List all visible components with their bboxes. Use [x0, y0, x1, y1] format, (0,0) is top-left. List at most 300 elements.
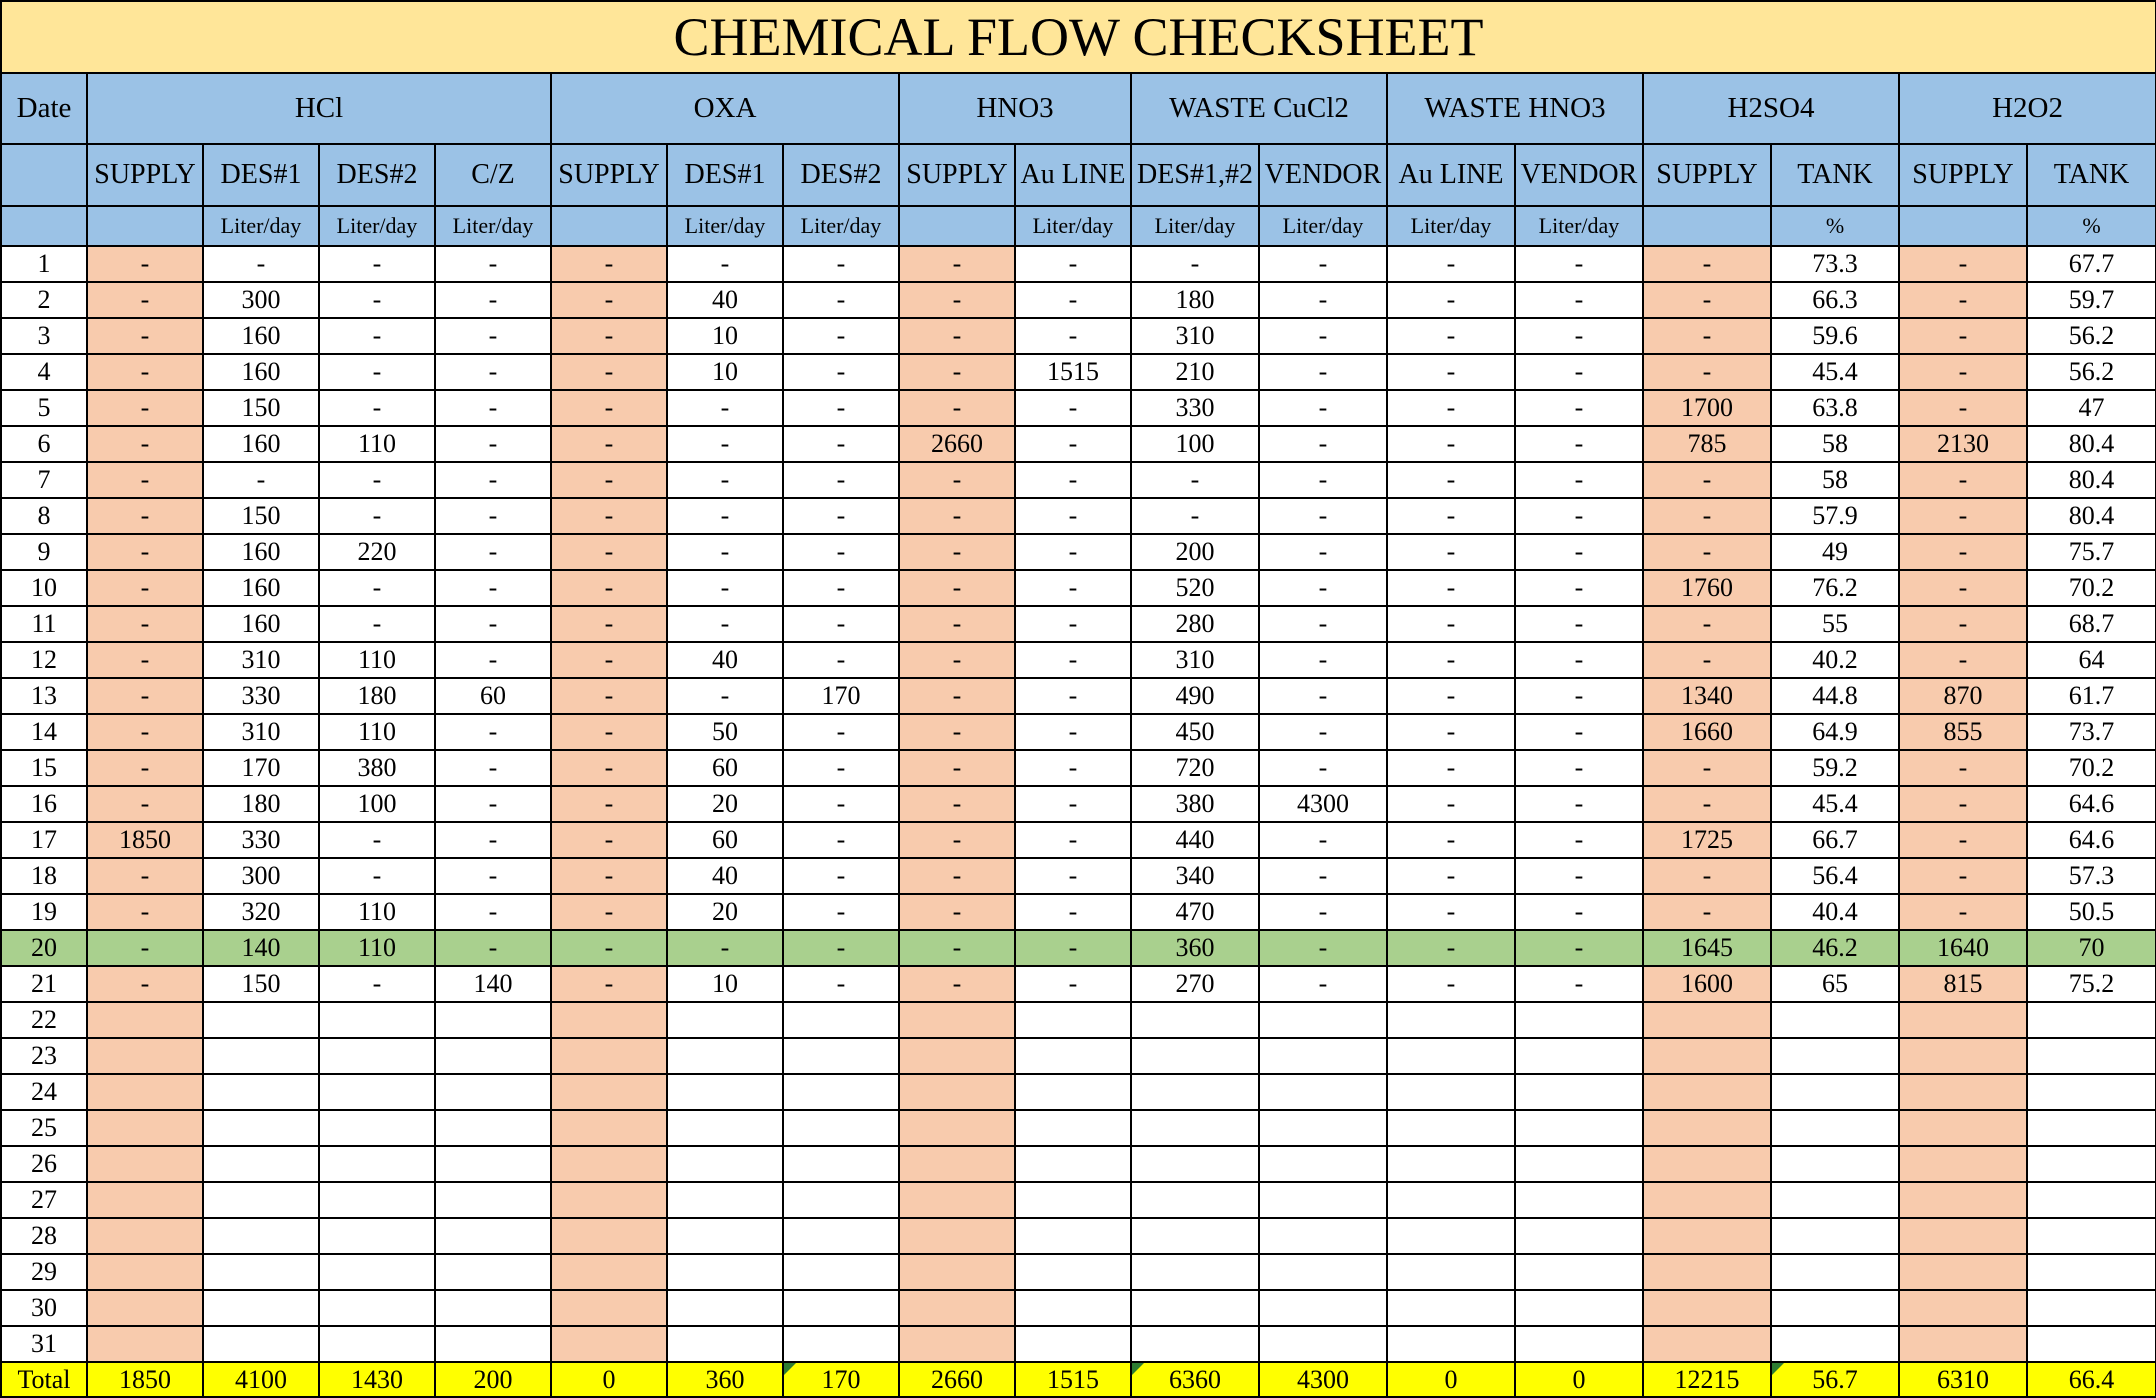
data-cell[interactable] [783, 1002, 899, 1038]
data-cell[interactable]: - [667, 930, 783, 966]
date-cell[interactable]: 22 [1, 1002, 87, 1038]
data-cell[interactable]: - [1515, 246, 1643, 282]
data-cell[interactable] [87, 1146, 203, 1182]
date-cell[interactable]: 6 [1, 426, 87, 462]
data-cell[interactable] [203, 1290, 319, 1326]
data-cell[interactable] [1259, 1002, 1387, 1038]
data-cell[interactable]: - [551, 318, 667, 354]
data-cell[interactable]: 56.4 [1771, 858, 1899, 894]
data-cell[interactable]: 49 [1771, 534, 1899, 570]
data-cell[interactable]: - [783, 354, 899, 390]
data-cell[interactable]: - [87, 858, 203, 894]
data-cell[interactable]: 330 [203, 822, 319, 858]
data-cell[interactable]: 45.4 [1771, 354, 1899, 390]
data-cell[interactable]: - [1387, 786, 1515, 822]
data-cell[interactable] [1643, 1218, 1771, 1254]
data-cell[interactable]: - [1259, 606, 1387, 642]
data-cell[interactable] [1131, 1218, 1259, 1254]
data-cell[interactable]: - [1131, 246, 1259, 282]
data-cell[interactable]: 1725 [1643, 822, 1771, 858]
data-cell[interactable]: - [1643, 534, 1771, 570]
data-cell[interactable] [667, 1326, 783, 1362]
data-cell[interactable] [2027, 1038, 2156, 1074]
data-cell[interactable]: 140 [435, 966, 551, 1002]
data-cell[interactable]: - [1015, 750, 1131, 786]
data-cell[interactable] [1259, 1110, 1387, 1146]
data-cell[interactable]: - [1015, 966, 1131, 1002]
data-cell[interactable]: 57.9 [1771, 498, 1899, 534]
data-cell[interactable]: - [1015, 462, 1131, 498]
data-cell[interactable]: - [551, 714, 667, 750]
data-cell[interactable] [899, 1110, 1015, 1146]
data-cell[interactable] [435, 1110, 551, 1146]
data-cell[interactable]: - [1515, 462, 1643, 498]
data-cell[interactable]: - [1387, 282, 1515, 318]
date-cell[interactable]: 12 [1, 642, 87, 678]
data-cell[interactable]: - [435, 354, 551, 390]
data-cell[interactable]: 73.7 [2027, 714, 2156, 750]
date-cell[interactable]: 24 [1, 1074, 87, 1110]
data-cell[interactable] [1515, 1182, 1643, 1218]
data-cell[interactable] [1771, 1254, 1899, 1290]
data-cell[interactable]: 70.2 [2027, 750, 2156, 786]
data-cell[interactable]: - [1643, 642, 1771, 678]
data-cell[interactable]: 60 [667, 822, 783, 858]
data-cell[interactable]: - [1259, 426, 1387, 462]
data-cell[interactable] [319, 1182, 435, 1218]
date-cell[interactable]: 7 [1, 462, 87, 498]
data-cell[interactable]: - [435, 894, 551, 930]
total-cell[interactable]: 360 [667, 1362, 783, 1397]
data-cell[interactable]: 160 [203, 534, 319, 570]
data-cell[interactable]: - [1259, 318, 1387, 354]
data-cell[interactable]: - [87, 930, 203, 966]
data-cell[interactable]: 1645 [1643, 930, 1771, 966]
data-cell[interactable]: - [551, 426, 667, 462]
data-cell[interactable]: - [435, 534, 551, 570]
data-cell[interactable]: - [1259, 462, 1387, 498]
data-cell[interactable]: - [551, 498, 667, 534]
data-cell[interactable] [2027, 1074, 2156, 1110]
data-cell[interactable] [1771, 1146, 1899, 1182]
data-cell[interactable]: 180 [1131, 282, 1259, 318]
data-cell[interactable]: - [435, 570, 551, 606]
data-cell[interactable]: - [1259, 354, 1387, 390]
data-cell[interactable]: 160 [203, 354, 319, 390]
data-cell[interactable]: - [1387, 642, 1515, 678]
data-cell[interactable] [1131, 1182, 1259, 1218]
data-cell[interactable]: - [319, 282, 435, 318]
data-cell[interactable] [1015, 1254, 1131, 1290]
data-cell[interactable]: - [899, 606, 1015, 642]
data-cell[interactable]: - [1899, 750, 2027, 786]
data-cell[interactable] [319, 1038, 435, 1074]
data-cell[interactable]: 50 [667, 714, 783, 750]
data-cell[interactable]: - [1131, 462, 1259, 498]
data-cell[interactable]: - [783, 822, 899, 858]
date-cell[interactable]: 20 [1, 930, 87, 966]
data-cell[interactable]: - [435, 822, 551, 858]
data-cell[interactable] [435, 1326, 551, 1362]
data-cell[interactable]: 10 [667, 354, 783, 390]
data-cell[interactable] [899, 1038, 1015, 1074]
data-cell[interactable]: - [1259, 714, 1387, 750]
data-cell[interactable]: - [1015, 570, 1131, 606]
data-cell[interactable] [783, 1182, 899, 1218]
data-cell[interactable]: 2660 [899, 426, 1015, 462]
data-cell[interactable] [1387, 1074, 1515, 1110]
data-cell[interactable] [1899, 1290, 2027, 1326]
data-cell[interactable]: - [87, 354, 203, 390]
data-cell[interactable] [87, 1110, 203, 1146]
data-cell[interactable]: - [1387, 930, 1515, 966]
data-cell[interactable]: 280 [1131, 606, 1259, 642]
data-cell[interactable]: - [783, 318, 899, 354]
data-cell[interactable]: 360 [1131, 930, 1259, 966]
data-cell[interactable]: - [551, 678, 667, 714]
data-cell[interactable] [551, 1110, 667, 1146]
data-cell[interactable]: - [1259, 642, 1387, 678]
data-cell[interactable]: - [1515, 786, 1643, 822]
data-cell[interactable] [899, 1146, 1015, 1182]
data-cell[interactable]: - [899, 534, 1015, 570]
total-cell[interactable]: 170 [783, 1362, 899, 1397]
data-cell[interactable]: - [1899, 390, 2027, 426]
date-cell[interactable]: 16 [1, 786, 87, 822]
date-cell[interactable]: 21 [1, 966, 87, 1002]
data-cell[interactable]: 56.2 [2027, 354, 2156, 390]
data-cell[interactable] [1515, 1074, 1643, 1110]
data-cell[interactable]: 310 [1131, 318, 1259, 354]
data-cell[interactable] [783, 1326, 899, 1362]
data-cell[interactable]: - [1259, 966, 1387, 1002]
data-cell[interactable] [1515, 1002, 1643, 1038]
data-cell[interactable]: 785 [1643, 426, 1771, 462]
data-cell[interactable] [667, 1254, 783, 1290]
data-cell[interactable]: 855 [1899, 714, 2027, 750]
data-cell[interactable]: - [783, 606, 899, 642]
data-cell[interactable] [435, 1074, 551, 1110]
data-cell[interactable] [667, 1182, 783, 1218]
data-cell[interactable]: - [1387, 750, 1515, 786]
data-cell[interactable]: - [783, 462, 899, 498]
data-cell[interactable]: 140 [203, 930, 319, 966]
data-cell[interactable] [87, 1254, 203, 1290]
data-cell[interactable]: - [1015, 930, 1131, 966]
data-cell[interactable]: 450 [1131, 714, 1259, 750]
data-cell[interactable] [203, 1002, 319, 1038]
data-cell[interactable] [899, 1254, 1015, 1290]
data-cell[interactable]: 490 [1131, 678, 1259, 714]
data-cell[interactable]: - [1899, 354, 2027, 390]
data-cell[interactable]: - [551, 642, 667, 678]
data-cell[interactable]: - [1515, 534, 1643, 570]
data-cell[interactable]: 1640 [1899, 930, 2027, 966]
data-cell[interactable]: - [87, 462, 203, 498]
data-cell[interactable]: 1700 [1643, 390, 1771, 426]
data-cell[interactable]: - [1515, 930, 1643, 966]
data-cell[interactable]: 66.3 [1771, 282, 1899, 318]
data-cell[interactable]: - [87, 570, 203, 606]
data-cell[interactable]: 180 [203, 786, 319, 822]
data-cell[interactable] [667, 1110, 783, 1146]
data-cell[interactable]: - [1015, 822, 1131, 858]
data-cell[interactable] [1259, 1326, 1387, 1362]
data-cell[interactable]: 160 [203, 570, 319, 606]
data-cell[interactable]: 300 [203, 858, 319, 894]
data-cell[interactable]: - [1131, 498, 1259, 534]
data-cell[interactable]: - [1643, 858, 1771, 894]
data-cell[interactable]: - [783, 930, 899, 966]
date-cell[interactable]: 15 [1, 750, 87, 786]
data-cell[interactable]: - [899, 462, 1015, 498]
data-cell[interactable] [667, 1290, 783, 1326]
data-cell[interactable]: - [87, 246, 203, 282]
data-cell[interactable] [435, 1218, 551, 1254]
data-cell[interactable]: - [551, 822, 667, 858]
data-cell[interactable]: - [667, 426, 783, 462]
data-cell[interactable]: 68.7 [2027, 606, 2156, 642]
data-cell[interactable]: 170 [203, 750, 319, 786]
data-cell[interactable]: - [1515, 390, 1643, 426]
data-cell[interactable]: - [783, 426, 899, 462]
data-cell[interactable]: 44.8 [1771, 678, 1899, 714]
data-cell[interactable]: 200 [1131, 534, 1259, 570]
data-cell[interactable]: - [1387, 894, 1515, 930]
data-cell[interactable]: - [1387, 390, 1515, 426]
data-cell[interactable]: - [1259, 534, 1387, 570]
data-cell[interactable]: - [667, 498, 783, 534]
data-cell[interactable] [551, 1002, 667, 1038]
data-cell[interactable]: 180 [319, 678, 435, 714]
data-cell[interactable] [203, 1218, 319, 1254]
data-cell[interactable]: 66.7 [1771, 822, 1899, 858]
data-cell[interactable]: - [1387, 354, 1515, 390]
data-cell[interactable]: 73.3 [1771, 246, 1899, 282]
data-cell[interactable]: - [203, 246, 319, 282]
data-cell[interactable] [1131, 1290, 1259, 1326]
data-cell[interactable]: - [87, 318, 203, 354]
data-cell[interactable]: - [551, 966, 667, 1002]
date-cell[interactable]: 17 [1, 822, 87, 858]
data-cell[interactable]: - [319, 462, 435, 498]
data-cell[interactable]: - [319, 390, 435, 426]
data-cell[interactable]: 80.4 [2027, 462, 2156, 498]
data-cell[interactable]: 320 [203, 894, 319, 930]
data-cell[interactable]: - [319, 246, 435, 282]
date-cell[interactable]: 8 [1, 498, 87, 534]
data-cell[interactable]: - [435, 426, 551, 462]
data-cell[interactable]: 110 [319, 714, 435, 750]
total-cell[interactable]: 1850 [87, 1362, 203, 1397]
data-cell[interactable]: 110 [319, 642, 435, 678]
data-cell[interactable]: - [435, 858, 551, 894]
data-cell[interactable]: - [551, 390, 667, 426]
data-cell[interactable]: 70.2 [2027, 570, 2156, 606]
data-cell[interactable]: - [1899, 246, 2027, 282]
data-cell[interactable]: - [899, 786, 1015, 822]
data-cell[interactable]: 150 [203, 966, 319, 1002]
data-cell[interactable]: 300 [203, 282, 319, 318]
total-cell[interactable]: 0 [1387, 1362, 1515, 1397]
data-cell[interactable]: - [1515, 858, 1643, 894]
data-cell[interactable]: - [899, 318, 1015, 354]
data-cell[interactable]: - [1515, 750, 1643, 786]
data-cell[interactable] [1643, 1074, 1771, 1110]
total-cell[interactable]: 1430 [319, 1362, 435, 1397]
data-cell[interactable] [1387, 1290, 1515, 1326]
data-cell[interactable]: - [1387, 678, 1515, 714]
data-cell[interactable]: - [435, 606, 551, 642]
data-cell[interactable] [783, 1038, 899, 1074]
data-cell[interactable]: 50.5 [2027, 894, 2156, 930]
data-cell[interactable] [203, 1038, 319, 1074]
data-cell[interactable]: - [1259, 390, 1387, 426]
data-cell[interactable]: 61.7 [2027, 678, 2156, 714]
total-cell[interactable]: 12215 [1643, 1362, 1771, 1397]
date-cell[interactable]: 9 [1, 534, 87, 570]
data-cell[interactable]: - [551, 930, 667, 966]
data-cell[interactable]: 64.6 [2027, 786, 2156, 822]
data-cell[interactable]: - [1387, 822, 1515, 858]
data-cell[interactable]: - [435, 282, 551, 318]
data-cell[interactable]: - [783, 534, 899, 570]
data-cell[interactable] [2027, 1326, 2156, 1362]
data-cell[interactable]: - [1387, 318, 1515, 354]
date-cell[interactable]: 29 [1, 1254, 87, 1290]
data-cell[interactable]: - [899, 966, 1015, 1002]
data-cell[interactable]: - [1015, 894, 1131, 930]
data-cell[interactable]: - [1515, 822, 1643, 858]
data-cell[interactable] [203, 1110, 319, 1146]
data-cell[interactable]: - [1015, 606, 1131, 642]
data-cell[interactable]: - [551, 858, 667, 894]
data-cell[interactable] [203, 1146, 319, 1182]
data-cell[interactable]: - [1899, 858, 2027, 894]
data-cell[interactable] [2027, 1290, 2156, 1326]
data-cell[interactable]: - [87, 390, 203, 426]
data-cell[interactable]: - [1259, 498, 1387, 534]
data-cell[interactable]: 110 [319, 930, 435, 966]
data-cell[interactable]: 110 [319, 426, 435, 462]
data-cell[interactable]: - [87, 426, 203, 462]
data-cell[interactable] [1771, 1182, 1899, 1218]
data-cell[interactable]: - [1899, 282, 2027, 318]
data-cell[interactable]: 310 [1131, 642, 1259, 678]
data-cell[interactable]: 2130 [1899, 426, 2027, 462]
data-cell[interactable]: - [899, 570, 1015, 606]
data-cell[interactable]: - [1643, 462, 1771, 498]
data-cell[interactable]: 380 [319, 750, 435, 786]
data-cell[interactable] [783, 1146, 899, 1182]
data-cell[interactable]: - [1515, 318, 1643, 354]
data-cell[interactable]: 160 [203, 426, 319, 462]
data-cell[interactable] [319, 1290, 435, 1326]
data-cell[interactable]: - [435, 246, 551, 282]
data-cell[interactable] [551, 1146, 667, 1182]
data-cell[interactable] [1771, 1110, 1899, 1146]
data-cell[interactable]: - [1899, 642, 2027, 678]
data-cell[interactable]: 220 [319, 534, 435, 570]
data-cell[interactable]: 1515 [1015, 354, 1131, 390]
data-cell[interactable] [1387, 1182, 1515, 1218]
data-cell[interactable] [1771, 1002, 1899, 1038]
data-cell[interactable] [203, 1074, 319, 1110]
data-cell[interactable]: - [1259, 930, 1387, 966]
data-cell[interactable]: - [899, 354, 1015, 390]
date-cell[interactable]: 26 [1, 1146, 87, 1182]
data-cell[interactable]: - [783, 642, 899, 678]
data-cell[interactable] [87, 1074, 203, 1110]
data-cell[interactable]: - [1259, 246, 1387, 282]
data-cell[interactable]: - [1015, 282, 1131, 318]
date-cell[interactable]: 28 [1, 1218, 87, 1254]
data-cell[interactable]: 75.2 [2027, 966, 2156, 1002]
data-cell[interactable] [551, 1074, 667, 1110]
total-cell[interactable]: 4100 [203, 1362, 319, 1397]
data-cell[interactable]: - [1015, 318, 1131, 354]
data-cell[interactable]: 160 [203, 606, 319, 642]
data-cell[interactable]: - [1259, 858, 1387, 894]
data-cell[interactable]: - [667, 246, 783, 282]
date-cell[interactable]: 31 [1, 1326, 87, 1362]
data-cell[interactable]: - [1643, 282, 1771, 318]
data-cell[interactable] [1515, 1326, 1643, 1362]
data-cell[interactable]: - [1259, 570, 1387, 606]
data-cell[interactable]: - [319, 318, 435, 354]
data-cell[interactable]: - [783, 966, 899, 1002]
data-cell[interactable]: 1760 [1643, 570, 1771, 606]
data-cell[interactable]: - [783, 246, 899, 282]
data-cell[interactable]: 59.6 [1771, 318, 1899, 354]
data-cell[interactable]: - [1515, 498, 1643, 534]
data-cell[interactable]: - [1515, 894, 1643, 930]
date-cell[interactable]: 10 [1, 570, 87, 606]
data-cell[interactable]: - [1015, 246, 1131, 282]
data-cell[interactable] [551, 1218, 667, 1254]
date-cell[interactable]: 1 [1, 246, 87, 282]
data-cell[interactable]: 64.6 [2027, 822, 2156, 858]
data-cell[interactable] [1387, 1002, 1515, 1038]
data-cell[interactable]: - [551, 246, 667, 282]
data-cell[interactable]: - [1387, 426, 1515, 462]
data-cell[interactable] [1515, 1218, 1643, 1254]
data-cell[interactable] [551, 1254, 667, 1290]
data-cell[interactable]: - [1387, 498, 1515, 534]
data-cell[interactable] [1643, 1146, 1771, 1182]
data-cell[interactable]: - [319, 354, 435, 390]
data-cell[interactable]: - [1643, 786, 1771, 822]
data-cell[interactable]: - [1015, 678, 1131, 714]
data-cell[interactable]: - [667, 606, 783, 642]
data-cell[interactable]: 520 [1131, 570, 1259, 606]
data-cell[interactable]: - [899, 930, 1015, 966]
data-cell[interactable] [1515, 1254, 1643, 1290]
data-cell[interactable] [1643, 1182, 1771, 1218]
data-cell[interactable]: 720 [1131, 750, 1259, 786]
data-cell[interactable]: 40.2 [1771, 642, 1899, 678]
date-cell[interactable]: 25 [1, 1110, 87, 1146]
data-cell[interactable]: 64 [2027, 642, 2156, 678]
data-cell[interactable] [551, 1326, 667, 1362]
data-cell[interactable]: - [435, 786, 551, 822]
data-cell[interactable]: - [783, 750, 899, 786]
data-cell[interactable] [2027, 1002, 2156, 1038]
data-cell[interactable] [87, 1038, 203, 1074]
data-cell[interactable]: - [1899, 786, 2027, 822]
data-cell[interactable] [1771, 1074, 1899, 1110]
data-cell[interactable]: - [1015, 498, 1131, 534]
